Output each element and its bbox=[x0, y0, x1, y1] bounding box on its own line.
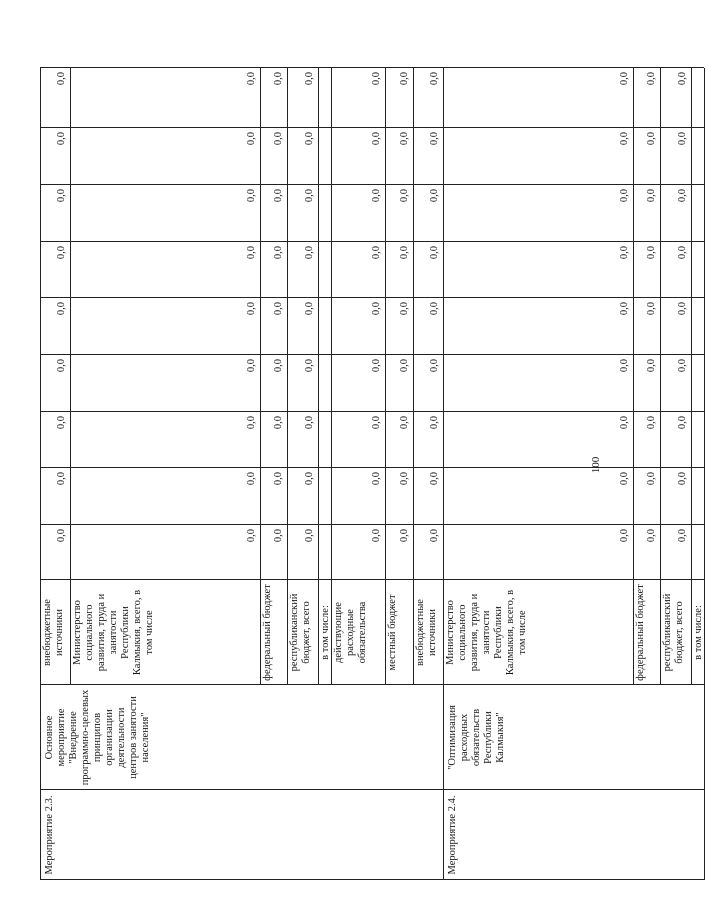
grid-line-h bbox=[40, 68, 41, 880]
grid-line-h bbox=[331, 68, 332, 685]
value-cell: 0,0 bbox=[429, 302, 440, 316]
value-cell: 0,0 bbox=[619, 132, 630, 146]
value-cell: 0,0 bbox=[304, 72, 315, 86]
grid-line-h bbox=[260, 68, 261, 685]
source-cell: в том числе: bbox=[693, 605, 704, 660]
value-cell bbox=[317, 472, 330, 525]
value-cell: 0,0 bbox=[646, 246, 657, 260]
source-cell: внебюджетные источники bbox=[42, 599, 65, 666]
value-cell: 0,0 bbox=[619, 246, 630, 260]
value-cell bbox=[690, 132, 703, 185]
grid-line-v bbox=[40, 241, 704, 242]
value-cell: 0,0 bbox=[399, 72, 410, 86]
value-cell bbox=[317, 529, 330, 580]
value-cell: 0,0 bbox=[246, 529, 257, 543]
value-cell: 0,0 bbox=[677, 359, 688, 373]
value-cell: 0,0 bbox=[399, 246, 410, 260]
grid-line-v bbox=[40, 879, 704, 880]
value-cell: 0,0 bbox=[646, 189, 657, 203]
measure-title: Основное мероприятие "Внедрение программно-целевых принципов организации деятельности центров занятости населения" bbox=[44, 689, 151, 786]
value-cell: 0,0 bbox=[273, 189, 284, 203]
grid-line-v bbox=[40, 127, 704, 128]
value-cell: 0,0 bbox=[677, 189, 688, 203]
value-cell: 0,0 bbox=[304, 132, 315, 146]
value-cell: 0,0 bbox=[399, 529, 410, 543]
value-cell: 0,0 bbox=[246, 302, 257, 316]
value-cell: 0,0 bbox=[646, 529, 657, 543]
value-cell: 0,0 bbox=[273, 132, 284, 146]
value-cell bbox=[317, 302, 330, 355]
value-cell: 0,0 bbox=[371, 529, 382, 543]
value-cell: 0,0 bbox=[677, 246, 688, 260]
value-cell: 0,0 bbox=[619, 416, 630, 430]
value-cell: 0,0 bbox=[399, 132, 410, 146]
grid-line-v bbox=[40, 579, 704, 580]
measure-title: "Оптимизация расходных обязательств Республики Калмыкия" bbox=[447, 705, 506, 770]
grid-line-h bbox=[633, 68, 634, 685]
value-cell: 0,0 bbox=[646, 132, 657, 146]
grid-line-v bbox=[40, 524, 704, 525]
value-cell: 0,0 bbox=[304, 472, 315, 486]
value-cell bbox=[690, 302, 703, 355]
grid-line-h bbox=[385, 68, 386, 685]
value-cell: 0,0 bbox=[246, 189, 257, 203]
value-cell bbox=[690, 416, 703, 468]
value-cell: 0,0 bbox=[677, 472, 688, 486]
value-cell: 0,0 bbox=[429, 359, 440, 373]
value-cell: 0,0 bbox=[619, 529, 630, 543]
value-cell: 0,0 bbox=[246, 132, 257, 146]
value-cell: 0,0 bbox=[399, 416, 410, 430]
grid-line-h bbox=[287, 68, 288, 685]
value-cell bbox=[690, 246, 703, 298]
value-cell: 0,0 bbox=[246, 472, 257, 486]
value-cell bbox=[690, 359, 703, 412]
grid-line-v bbox=[40, 411, 704, 412]
value-cell: 0,0 bbox=[273, 472, 284, 486]
value-cell: 0,0 bbox=[246, 72, 257, 86]
value-cell: 0,0 bbox=[429, 132, 440, 146]
value-cell: 0,0 bbox=[619, 472, 630, 486]
source-cell: Министерство социального развития, труда и занятости Республики Калмыкия, всего, в том числе bbox=[72, 589, 155, 676]
value-cell: 0,0 bbox=[273, 302, 284, 316]
value-cell: 0,0 bbox=[429, 189, 440, 203]
value-cell: 0,0 bbox=[56, 189, 67, 203]
value-cell: 0,0 bbox=[429, 416, 440, 430]
grid-line-v bbox=[40, 297, 704, 298]
value-cell: 0,0 bbox=[273, 246, 284, 260]
value-cell: 0,0 bbox=[273, 359, 284, 373]
value-cell: 0,0 bbox=[646, 472, 657, 486]
value-cell: 0,0 bbox=[646, 416, 657, 430]
grid-line-v bbox=[40, 789, 704, 790]
value-cell bbox=[690, 72, 703, 128]
value-cell: 0,0 bbox=[399, 472, 410, 486]
value-cell: 0,0 bbox=[371, 302, 382, 316]
grid-line-h bbox=[413, 68, 414, 685]
value-cell: 0,0 bbox=[677, 302, 688, 316]
value-cell: 0,0 bbox=[304, 189, 315, 203]
value-cell: 0,0 bbox=[677, 132, 688, 146]
value-cell: 0,0 bbox=[371, 359, 382, 373]
value-cell: 0,0 bbox=[371, 472, 382, 486]
value-cell: 0,0 bbox=[304, 416, 315, 430]
rotated-table bbox=[40, 10, 704, 880]
value-cell: 0,0 bbox=[371, 132, 382, 146]
value-cell bbox=[690, 529, 703, 580]
value-cell: 0,0 bbox=[273, 72, 284, 86]
value-cell: 0,0 bbox=[677, 529, 688, 543]
grid-line-h bbox=[704, 685, 705, 880]
value-cell: 0,0 bbox=[646, 72, 657, 86]
grid-line-h bbox=[704, 68, 705, 685]
grid-line-v bbox=[40, 354, 704, 355]
source-cell: федеральный бюджет bbox=[262, 584, 273, 681]
source-cell: федеральный бюджет bbox=[635, 584, 646, 681]
page-number: 100 bbox=[590, 456, 602, 474]
value-cell: 0,0 bbox=[371, 189, 382, 203]
value-cell: 0,0 bbox=[246, 246, 257, 260]
value-cell: 0,0 bbox=[56, 416, 67, 430]
value-cell: 0,0 bbox=[399, 189, 410, 203]
value-cell: 0,0 bbox=[619, 72, 630, 86]
value-cell: 0,0 bbox=[371, 246, 382, 260]
value-cell: 0,0 bbox=[273, 416, 284, 430]
value-cell bbox=[317, 416, 330, 468]
value-cell: 0,0 bbox=[619, 302, 630, 316]
source-cell: местный бюджет bbox=[387, 594, 398, 671]
value-cell: 0,0 bbox=[399, 359, 410, 373]
value-cell bbox=[317, 246, 330, 298]
measure-label: Мероприятие 2.4. bbox=[447, 795, 458, 875]
value-cell: 0,0 bbox=[56, 72, 67, 86]
value-cell: 0,0 bbox=[56, 359, 67, 373]
value-cell: 0,0 bbox=[646, 302, 657, 316]
source-cell: республиканский бюджет, всего bbox=[662, 593, 685, 672]
grid-line-v bbox=[40, 684, 704, 685]
source-cell: внебюджетные источники bbox=[415, 599, 438, 666]
value-cell: 0,0 bbox=[619, 189, 630, 203]
value-cell: 0,0 bbox=[619, 359, 630, 373]
value-cell: 0,0 bbox=[246, 359, 257, 373]
value-cell: 0,0 bbox=[429, 529, 440, 543]
measure-label: Мероприятие 2.3. bbox=[44, 795, 55, 875]
value-cell: 0,0 bbox=[56, 529, 67, 543]
value-cell: 0,0 bbox=[56, 132, 67, 146]
value-cell bbox=[317, 72, 330, 128]
value-cell: 0,0 bbox=[646, 359, 657, 373]
value-cell bbox=[317, 189, 330, 242]
value-cell: 0,0 bbox=[56, 246, 67, 260]
value-cell: 0,0 bbox=[304, 529, 315, 543]
grid-line-v bbox=[40, 184, 704, 185]
source-cell: республиканский бюджет, всего bbox=[289, 593, 312, 672]
grid-line-h bbox=[443, 685, 444, 880]
value-cell: 0,0 bbox=[304, 302, 315, 316]
value-cell: 0,0 bbox=[56, 302, 67, 316]
value-cell: 0,0 bbox=[304, 359, 315, 373]
value-cell: 0,0 bbox=[429, 472, 440, 486]
value-cell bbox=[317, 359, 330, 412]
grid-line-h bbox=[660, 68, 661, 685]
value-cell bbox=[317, 132, 330, 185]
source-cell: действующие расходные обязательства bbox=[333, 601, 368, 664]
value-cell: 0,0 bbox=[677, 416, 688, 430]
grid-line-h bbox=[70, 68, 71, 685]
value-cell: 0,0 bbox=[429, 246, 440, 260]
value-cell: 0,0 bbox=[677, 72, 688, 86]
grid-line-v bbox=[40, 67, 704, 68]
value-cell bbox=[690, 189, 703, 242]
value-cell: 0,0 bbox=[273, 529, 284, 543]
source-cell: в том числе: bbox=[320, 605, 331, 660]
source-cell: Министерство социального развития, труда и занятости Республики Калмыкия, всего, в том числе bbox=[445, 589, 528, 676]
value-cell: 0,0 bbox=[304, 246, 315, 260]
value-cell: 0,0 bbox=[246, 416, 257, 430]
value-cell: 0,0 bbox=[399, 302, 410, 316]
value-cell: 0,0 bbox=[371, 416, 382, 430]
value-cell: 0,0 bbox=[56, 472, 67, 486]
value-cell bbox=[690, 472, 703, 525]
value-cell: 0,0 bbox=[429, 72, 440, 86]
grid-line-h bbox=[443, 68, 444, 685]
value-cell: 0,0 bbox=[371, 72, 382, 86]
